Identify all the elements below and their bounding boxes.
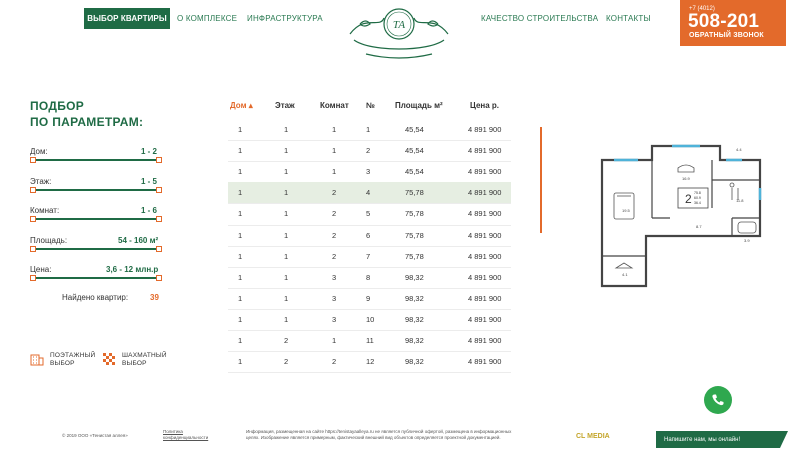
phone-code: +7 (4012)	[689, 6, 715, 12]
table-scrollbar[interactable]	[540, 127, 542, 233]
table-cell: 1	[284, 125, 289, 134]
table-row[interactable]	[228, 351, 511, 372]
disclaimer	[246, 429, 511, 441]
table-cell: 1	[284, 209, 289, 219]
table-row[interactable]	[228, 140, 511, 161]
privacy-line2: конфиденциальности	[163, 435, 209, 440]
chat-widget[interactable]: Напишите нам, мы онлайн!	[656, 431, 780, 448]
table-cell: 4 891 900	[468, 357, 502, 367]
col-header-house[interactable]: Дом ▴	[230, 101, 253, 110]
table-cell: 4 891 900	[468, 188, 502, 198]
nav-about[interactable]: О КОМПЛЕКСЕ	[177, 14, 238, 23]
filter-area-slider[interactable]	[30, 248, 162, 250]
table-cell: 5	[366, 209, 371, 219]
phone-icon	[711, 393, 725, 407]
table-cell: 8	[366, 272, 371, 282]
nav-infrastructure[interactable]: ИНФРАСТРУКТУРА	[247, 14, 323, 23]
disclaimer-line1: Информация, размещенная на сайте https://tenistayaalleya.ru не является публичной офертой, размещена в информационных	[246, 429, 512, 434]
table-row[interactable]	[228, 119, 511, 140]
table-cell: 1	[284, 293, 289, 303]
table-row[interactable]	[228, 203, 511, 224]
table-cell: 1	[284, 167, 289, 177]
table-cell: 1	[332, 125, 337, 134]
filter-area-label: Площадь:	[30, 236, 68, 245]
filter-title-line2: ПО ПАРАМЕТРАМ:	[30, 115, 144, 129]
table-cell: 4 891 900	[468, 336, 502, 345]
chess-view-line1: ШАХМАТНЫЙ	[122, 352, 167, 359]
table-cell: 2	[366, 146, 371, 156]
table-cell: 2	[284, 357, 289, 367]
table-cell: 6	[366, 230, 371, 240]
table-cell: 1	[238, 314, 243, 324]
filter-price-label: Цена:	[30, 265, 52, 274]
table-cell: 1	[332, 146, 337, 156]
plan-area-3: 4.4	[736, 147, 742, 152]
building-icon	[30, 352, 44, 366]
nav-quality[interactable]: КАЧЕСТВО СТРОИТЕЛЬСТВА	[481, 14, 599, 23]
table-cell: 3	[332, 314, 337, 324]
filter-price-max-handle[interactable]	[156, 275, 162, 281]
table-row[interactable]	[228, 267, 511, 288]
table-row[interactable]	[228, 288, 511, 309]
chess-view-line2: ВЫБОР	[122, 360, 147, 367]
call-button[interactable]	[704, 386, 732, 414]
table-cell: 1	[238, 293, 243, 303]
table-cell: 10	[366, 314, 375, 324]
table-cell: 1	[238, 230, 243, 240]
filter-rooms-value: 1 - 6	[141, 206, 158, 215]
privacy-line1: Политика	[163, 429, 183, 434]
filter-area-value: 54 - 160 м²	[118, 236, 159, 245]
filter-house-max-handle[interactable]	[156, 157, 162, 163]
table-cell: 75,78	[405, 251, 424, 261]
col-header-rooms[interactable]: Комнат	[320, 101, 349, 110]
filter-area-min-handle[interactable]	[30, 246, 36, 252]
table-cell: 4 891 900	[468, 209, 502, 219]
table-cell: 1	[238, 188, 243, 198]
table-cell: 3	[366, 167, 371, 177]
table-cell: 1	[238, 357, 243, 367]
filter-title	[30, 98, 143, 130]
filter-price-value: 3,6 - 12 млн.р	[106, 265, 159, 274]
table-cell: 7	[366, 251, 371, 261]
table-cell: 2	[332, 357, 337, 367]
table-cell: 1	[366, 125, 371, 134]
table-cell: 2	[332, 188, 337, 198]
table-cell: 3	[332, 272, 337, 282]
nav-choose-apartment[interactable]: ВЫБОР КВАРТИРЫ	[84, 8, 170, 29]
table-row[interactable]	[228, 330, 511, 351]
disclaimer-line2: целях. Изображение является примерным, фактический внешний вид объектов определяется проектной документацией.	[246, 435, 501, 440]
phone-number[interactable]: 508-201	[688, 11, 760, 32]
table-cell: 1	[332, 336, 337, 345]
copyright: © 2019 ООО «Тенистая аллея»	[62, 433, 128, 438]
table-row[interactable]	[228, 246, 511, 267]
table-cell: 98,32	[405, 336, 424, 345]
table-cell: 75,78	[405, 188, 424, 198]
table-cell: 11	[366, 336, 374, 345]
table-cell: 4	[366, 188, 371, 198]
filter-area-max-handle[interactable]	[156, 246, 162, 252]
filter-floor-min-handle[interactable]	[30, 187, 36, 193]
svg-text:ТА: ТА	[392, 19, 406, 31]
table-cell: 98,32	[405, 272, 424, 282]
filter-rooms-min-handle[interactable]	[30, 216, 36, 222]
col-header-area[interactable]: Площадь м²	[395, 101, 443, 110]
table-cell: 4 891 900	[468, 167, 502, 177]
table-cell: 75,78	[405, 230, 424, 240]
table-cell: 1	[238, 272, 243, 282]
table-cell: 1	[332, 167, 337, 177]
table-cell: 4 891 900	[468, 251, 502, 261]
table-cell: 1	[238, 125, 243, 134]
table-row[interactable]	[228, 182, 511, 203]
table-cell: 4 891 900	[468, 314, 502, 324]
table-cell: 4 891 900	[468, 272, 502, 282]
table-cell: 2	[332, 230, 337, 240]
table-cell: 1	[284, 188, 289, 198]
table-cell: 45,54	[405, 146, 424, 156]
filter-house-label: Дом:	[30, 147, 48, 156]
table-cell: 4 891 900	[468, 230, 502, 240]
table-cell: 45,54	[405, 167, 424, 177]
plan-area-1: 19.5	[622, 208, 630, 213]
table-cell: 4 891 900	[468, 293, 502, 303]
table-cell: 1	[284, 314, 289, 324]
floor-view-line2: ВЫБОР	[50, 360, 75, 367]
table-row[interactable]	[228, 161, 511, 182]
plan-badge-stat-3: 36.4	[694, 201, 701, 205]
logo[interactable]	[340, 4, 458, 62]
table-cell: 4 891 900	[468, 146, 502, 156]
table-cell: 1	[238, 209, 243, 219]
plan-area-4: 11.8	[736, 198, 744, 203]
filter-price-min-handle[interactable]	[30, 275, 36, 281]
table-cell: 1	[238, 167, 243, 177]
filter-floor-label: Этаж:	[30, 177, 52, 186]
plan-badge-stat-1: 75.8	[694, 191, 701, 195]
plan-area-5: 8.7	[696, 224, 702, 229]
plan-area-6: 3.9	[744, 238, 750, 243]
filter-title-line1: ПОДБОР	[30, 99, 85, 113]
table-cell: 9	[366, 293, 371, 303]
table-cell: 1	[284, 146, 289, 156]
col-header-price[interactable]: Цена р.	[470, 101, 500, 110]
table-cell: 2	[332, 251, 337, 261]
chess-view-button[interactable]	[102, 352, 167, 368]
grid-icon	[102, 352, 116, 366]
filter-rooms-label: Комнат:	[30, 206, 60, 215]
table-cell: 1	[238, 146, 243, 156]
table-cell: 3	[332, 293, 337, 303]
floor-view-line1: ПОЭТАЖНЫЙ	[50, 352, 96, 359]
table-cell: 1	[238, 336, 243, 345]
table-cell: 45,54	[405, 125, 424, 134]
filter-floor-value: 1 - 5	[141, 177, 158, 186]
filter-rooms-slider[interactable]	[30, 218, 162, 220]
filter-floor-max-handle[interactable]	[156, 187, 162, 193]
table-cell: 2	[284, 336, 289, 345]
table-cell: 75,78	[405, 209, 424, 219]
table-cell: 12	[366, 357, 375, 367]
plan-area-2: 16.9	[682, 176, 690, 181]
table-cell: 98,32	[405, 314, 424, 324]
agency-logo[interactable]: CL MEDIA	[576, 433, 610, 440]
plan-area-7: 4.1	[622, 272, 628, 277]
plan-badge-stat-2: 60.9	[694, 196, 701, 200]
col-header-floor[interactable]: Этаж	[275, 101, 295, 110]
table-cell: 98,32	[405, 293, 424, 303]
floor-view-button[interactable]	[30, 352, 95, 368]
table-cell: 1	[284, 251, 289, 261]
floor-plan[interactable]	[592, 138, 772, 288]
nav-contacts[interactable]: КОНТАКТЫ	[606, 14, 651, 23]
filter-floor-slider[interactable]	[30, 189, 162, 191]
plan-rooms-badge: 2	[685, 192, 692, 206]
table-cell: 1	[284, 272, 289, 282]
phone-callback-box[interactable]	[680, 0, 786, 46]
found-count: 39	[150, 293, 159, 302]
table-row[interactable]	[228, 225, 511, 246]
table-row[interactable]	[228, 309, 511, 330]
callback-button[interactable]: ОБРАТНЫЙ ЗВОНОК	[689, 32, 764, 39]
filter-house-min-handle[interactable]	[30, 157, 36, 163]
table-cell: 4 891 900	[468, 125, 502, 134]
row-divider	[228, 372, 511, 373]
col-header-number[interactable]: №	[366, 101, 375, 110]
filter-rooms-max-handle[interactable]	[156, 216, 162, 222]
table-cell: 98,32	[405, 357, 424, 367]
table-cell: 1	[284, 230, 289, 240]
table-cell: 2	[332, 209, 337, 219]
filter-house-slider[interactable]	[30, 159, 162, 161]
table-cell: 1	[238, 251, 243, 261]
filter-price-slider[interactable]	[30, 277, 162, 279]
filter-house-value: 1 - 2	[141, 147, 158, 156]
found-label: Найдено квартир:	[62, 293, 129, 302]
privacy-policy-link[interactable]	[163, 429, 208, 441]
